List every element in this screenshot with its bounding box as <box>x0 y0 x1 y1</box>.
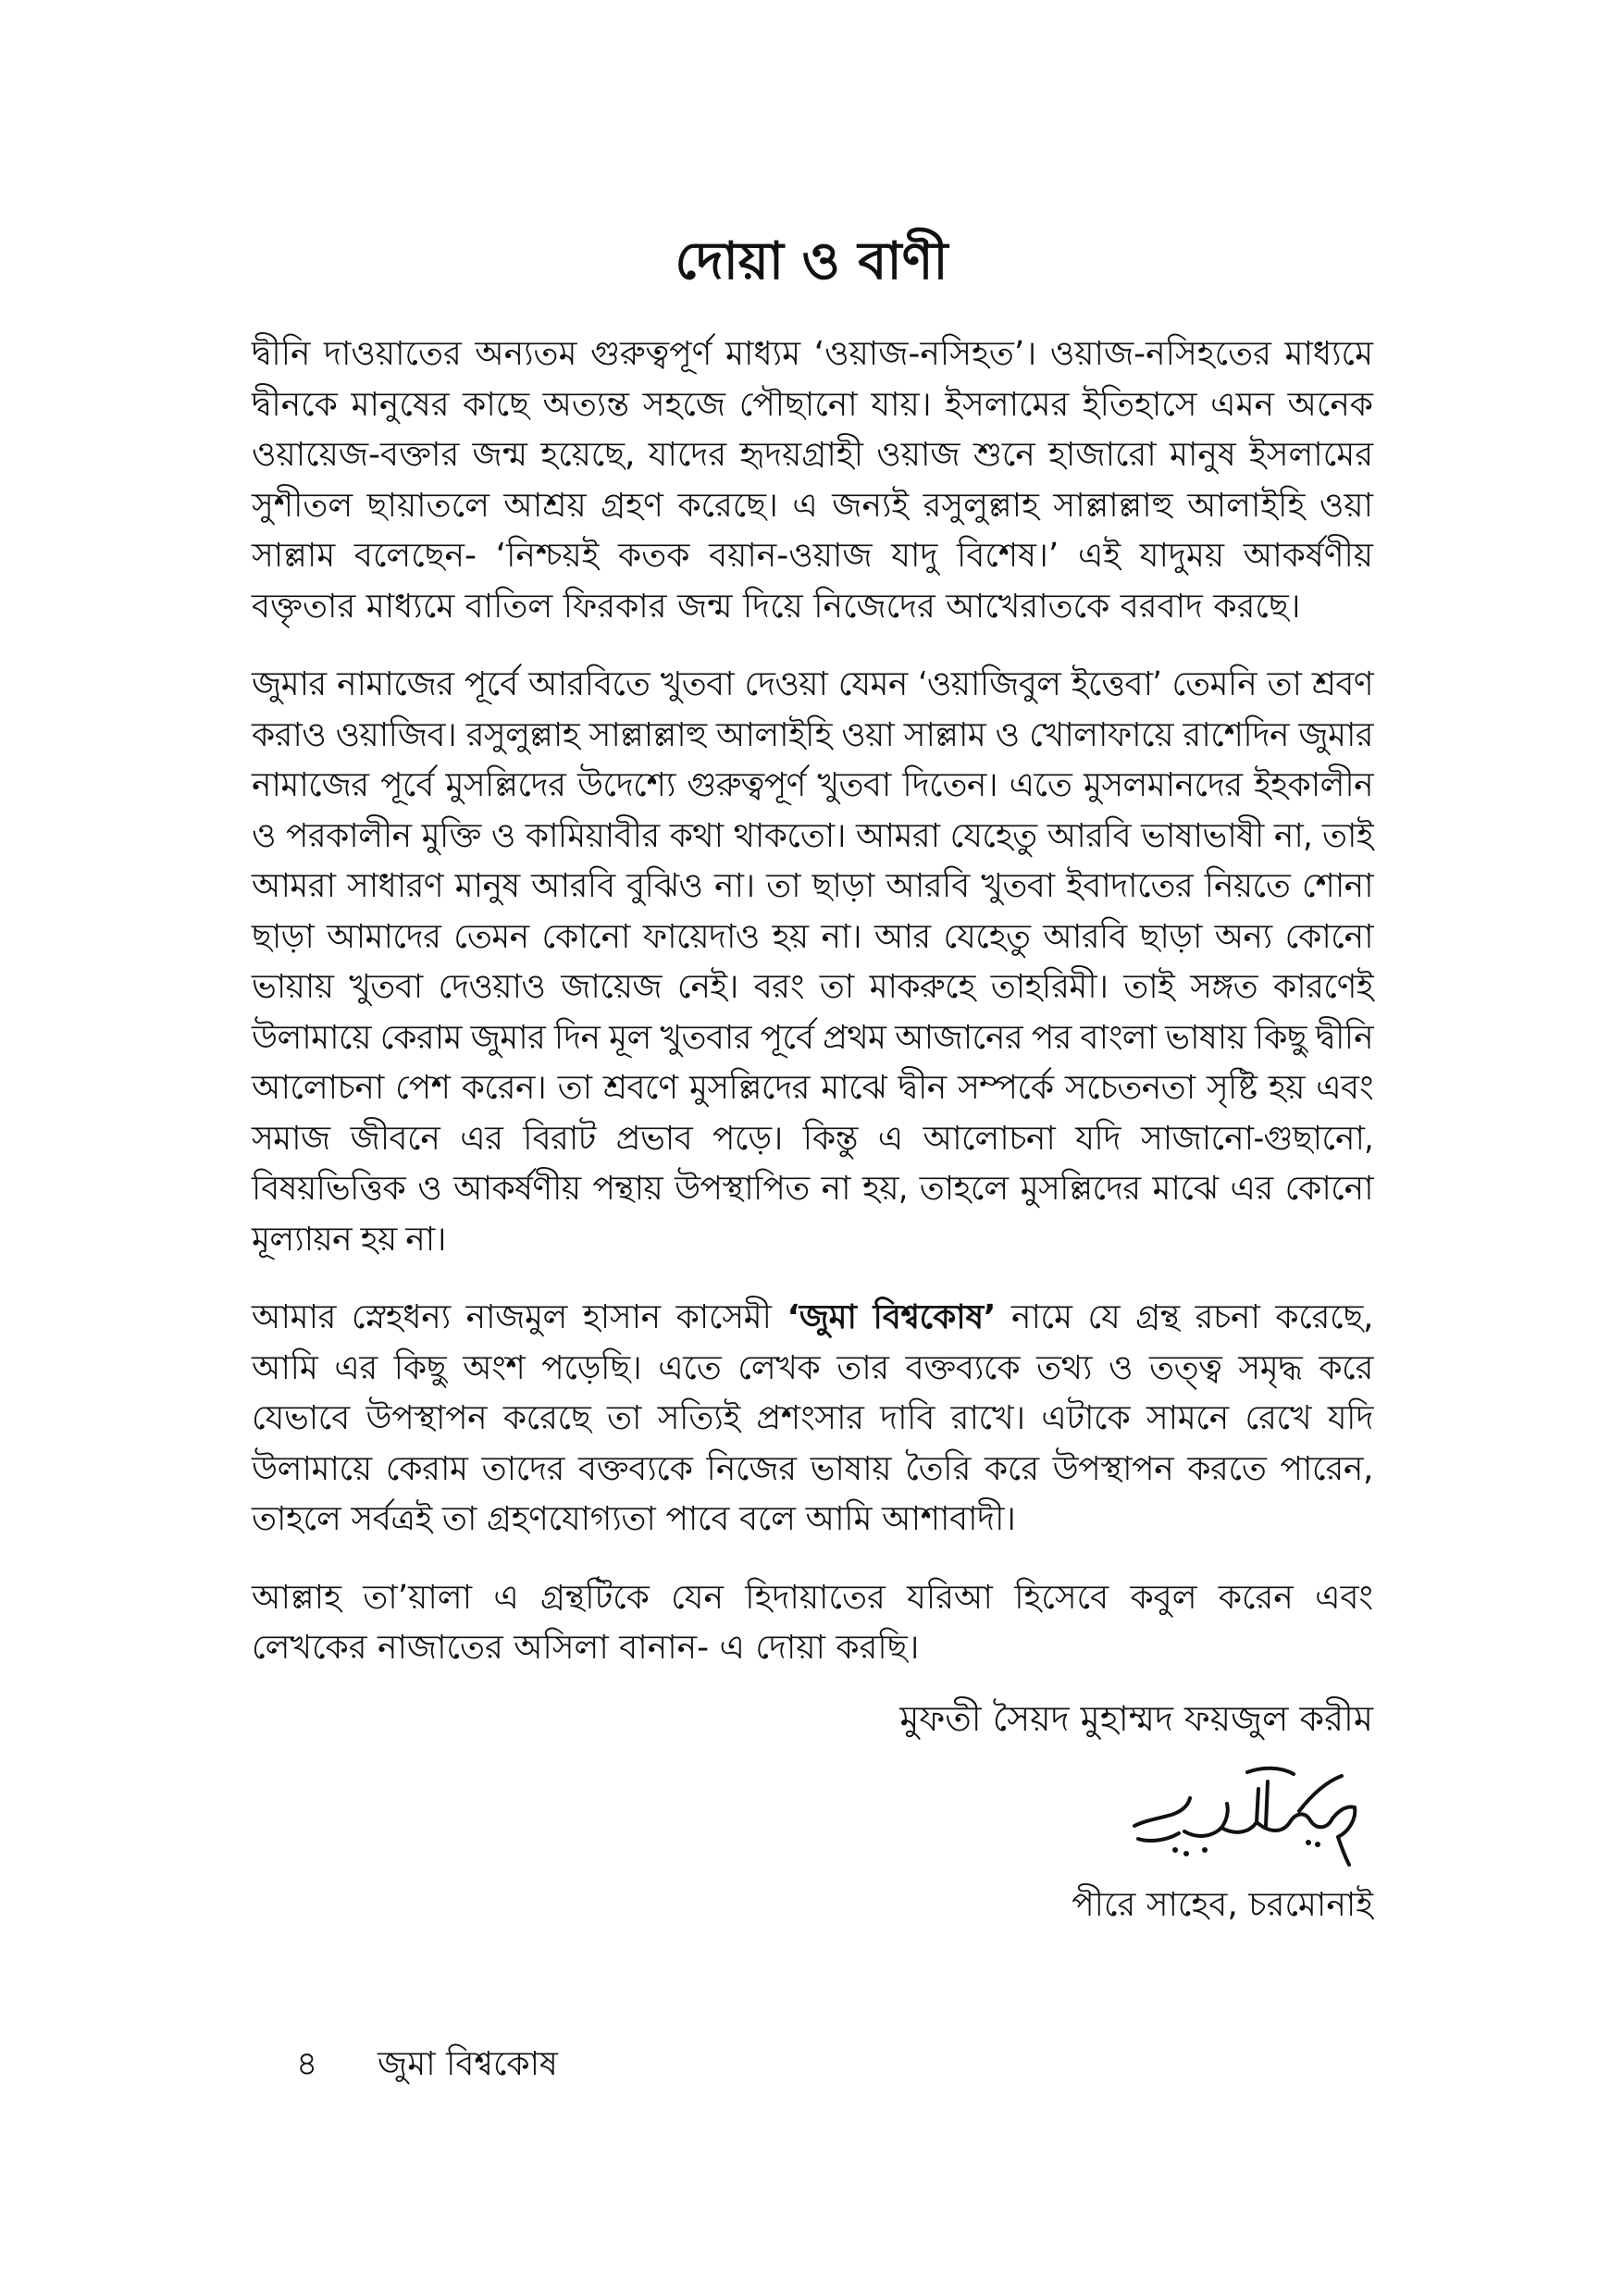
paragraph-3-rest: নামে যে গ্রন্থ রচনা করেছে, আমি এর কিছু অংশ পড়েছি। এতে লেখক তার বক্তব্যকে তথ্য ও তত্ত্ব সমৃদ্ধ করে যেভাবে উপস্থাপন করেছে তা সত্যিই প্রশংসার দাবি রাখে। এটাকে সামনে রেখে যদি উলামায়ে কেরাম তাদের বক্তব্যকে নিজের ভাষায় তৈরি করে উপস্থাপন করতে পারেন, তাহলে সর্বত্রই তা গ্রহণযোগ্যতা পাবে বলে আমি আশাবাদী। <box>252 1298 1374 1538</box>
page-title: দোয়া ও বাণী <box>675 231 948 292</box>
paragraph-1: দ্বীনি দাওয়াতের অন্যতম গুরুত্বপূর্ণ মাধ্যম ‘ওয়াজ-নসিহত’। ওয়াজ-নসিহতের মাধ্যমে দ্বীনকে মানুষের কাছে অত্যন্ত সহজে পৌছানো যায়। ইসলামের ইতিহাসে এমন অনেক ওয়ায়েজ-বক্তার জন্ম হয়েছে, যাদের হৃদয়গ্রাহী ওয়াজ শুনে হাজারো মানুষ ইসলামের সুশীতল ছায়াতলে আশ্রয় গ্রহণ করেছে। এ জন্যই রসুলুল্লাহ সাল্লাল্লাহু আলাইহি ওয়া সাল্লাম বলেছেন- ‘নিশ্চয়ই কতক বয়ান-ওয়াজ যাদু বিশেষ।’ এই যাদুময় আকর্ষণীয় বক্তৃতার মাধ্যমে বাতিল ফিরকার জন্ম দিয়ে নিজেদের আখেরাতকে বরবাদ করছে। <box>252 335 1373 626</box>
paragraph-2: জুমার নামাজের পূর্বে আরবিতে খুতবা দেওয়া যেমন ‘ওয়াজিবুল ইত্তেবা’ তেমনি তা শ্রবণ করাও ওয়াজিব। রসুলুল্লাহ সাল্লাল্লাহু আলাইহি ওয়া সাল্লাম ও খোলাফায়ে রাশেদিন জুমার নামাজের পূর্বে মুসল্লিদের উদেশ্যে গুরুত্বপূর্ণ খুতবা দিতেন। এতে মুসলমানদের ইহকালীন ও পরকালীন মুক্তি ও কামিয়াবীর কথা থাকতো। আমরা যেহেতু আরবি ভাষাভাষী না, তাই আমরা সাধারণ মানুষ আরবি বুঝিও না। তা ছাড়া আরবি খুতবা ইবাদাতের নিয়তে শোনা ছাড়া আমাদের তেমন কোনো ফায়েদাও হয় না। আর যেহেতু আরবি ছাড়া অন্য কোনো ভায়ায় খুতবা দেওয়াও জায়েজ নেই। বরং তা মাকরুহে তাহরিমী। তাই সঙ্গত কারণেই উলামায়ে কেরাম জুমার দিন মূল খুতবার পূর্বে প্রথম আজানের পর বাংলা ভাষায় কিছু দ্বীনি আলোচনা পেশ করেন। তা শ্রবণে মুসল্লিদের মাঝে দ্বীন সম্পর্কে সচেতনতা সৃষ্টি হয় এবং সমাজ জীবনে এর বিরাট প্রভাব পড়ে। কিন্তু এ আলোচনা যদি সাজানো-গুছানো, বিষয়ভিত্তিক ও আকর্ষণীয় পন্থায় উপস্থাপিত না হয়, তাহলে মুসল্লিদের মাঝে এর কোনো মূল্যায়ন হয় না। <box>252 665 1373 1259</box>
body-text <box>252 329 1373 1702</box>
running-footer-title: জুমা বিশ্বকোষ <box>378 2045 558 2083</box>
paragraph-4: আল্লাহ তা’য়ালা এ গ্রন্থটিকে যেন হিদায়াতের যরিআ হিসেবে কবুল করেন এবং লেখকের নাজাতের অসিলা বানান- এ দোয়া করছি। <box>252 1578 1373 1667</box>
signer-name: মুফতী সৈয়দ মুহাম্মদ ফয়জুল করীম <box>899 1698 1373 1739</box>
paragraph-3-intro: আমার স্নেহধন্য নাজমুল হাসান কাসেমী <box>252 1298 787 1336</box>
signer-title: পীরে সাহেব, চরমোনাই <box>1072 1886 1373 1924</box>
paragraph-3 <box>252 1293 1373 1545</box>
handwritten-signature <box>1118 1754 1368 1874</box>
book-title-bold: ‘জুমা বিশ্বকোষ’ <box>787 1298 997 1336</box>
page-number: ৪ <box>296 2045 318 2083</box>
